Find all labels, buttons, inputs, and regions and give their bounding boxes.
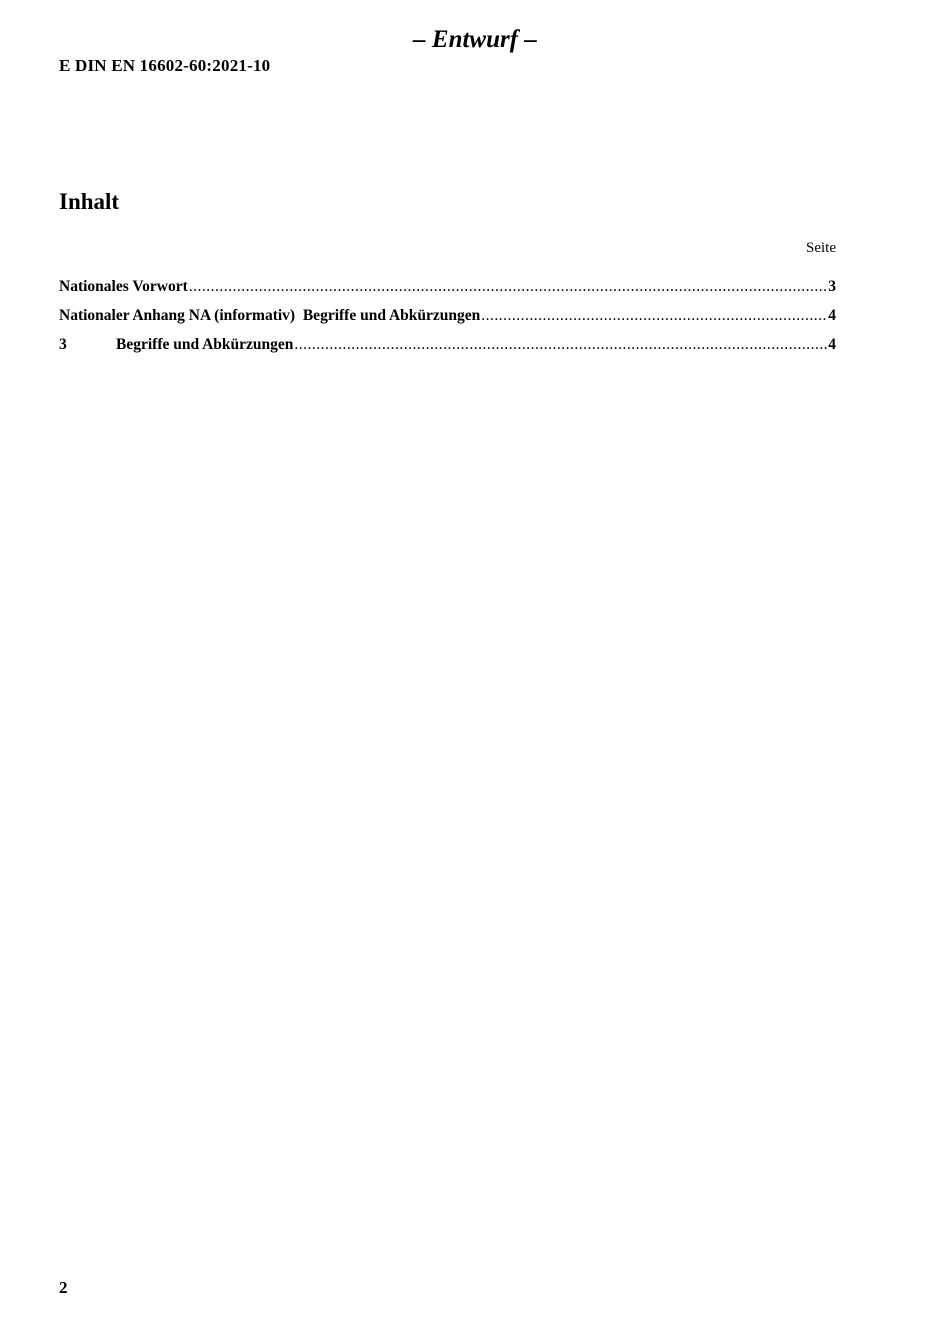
table-of-contents xyxy=(59,278,836,365)
toc-dot-leader xyxy=(294,336,827,354)
toc-entry-number: 3 xyxy=(59,336,67,353)
toc-entry-begriffe[interactable] xyxy=(59,336,836,365)
document-identifier: E DIN EN 16602-60:2021-10 xyxy=(59,56,271,75)
toc-entry-nationaler-anhang[interactable] xyxy=(59,307,836,336)
page-number: 2 xyxy=(59,1278,68,1297)
toc-entry-title: Nationaler Anhang NA (informativ) Begriffe und Abkürzungen xyxy=(59,307,481,324)
toc-dot-leader xyxy=(189,278,828,296)
draft-watermark: – Entwurf – xyxy=(413,26,537,53)
toc-entry-title: Nationales Vorwort xyxy=(59,278,188,295)
toc-entry-page: 4 xyxy=(828,307,836,324)
toc-page-column-label: Seite xyxy=(806,240,836,256)
toc-entry-page: 4 xyxy=(828,336,836,353)
toc-entry-nationales-vorwort[interactable] xyxy=(59,278,836,307)
toc-dot-leader xyxy=(481,307,827,325)
toc-entry-page: 3 xyxy=(828,278,836,295)
toc-heading: Inhalt xyxy=(59,189,120,214)
toc-entry-title: Begriffe und Abkürzungen xyxy=(116,336,294,353)
